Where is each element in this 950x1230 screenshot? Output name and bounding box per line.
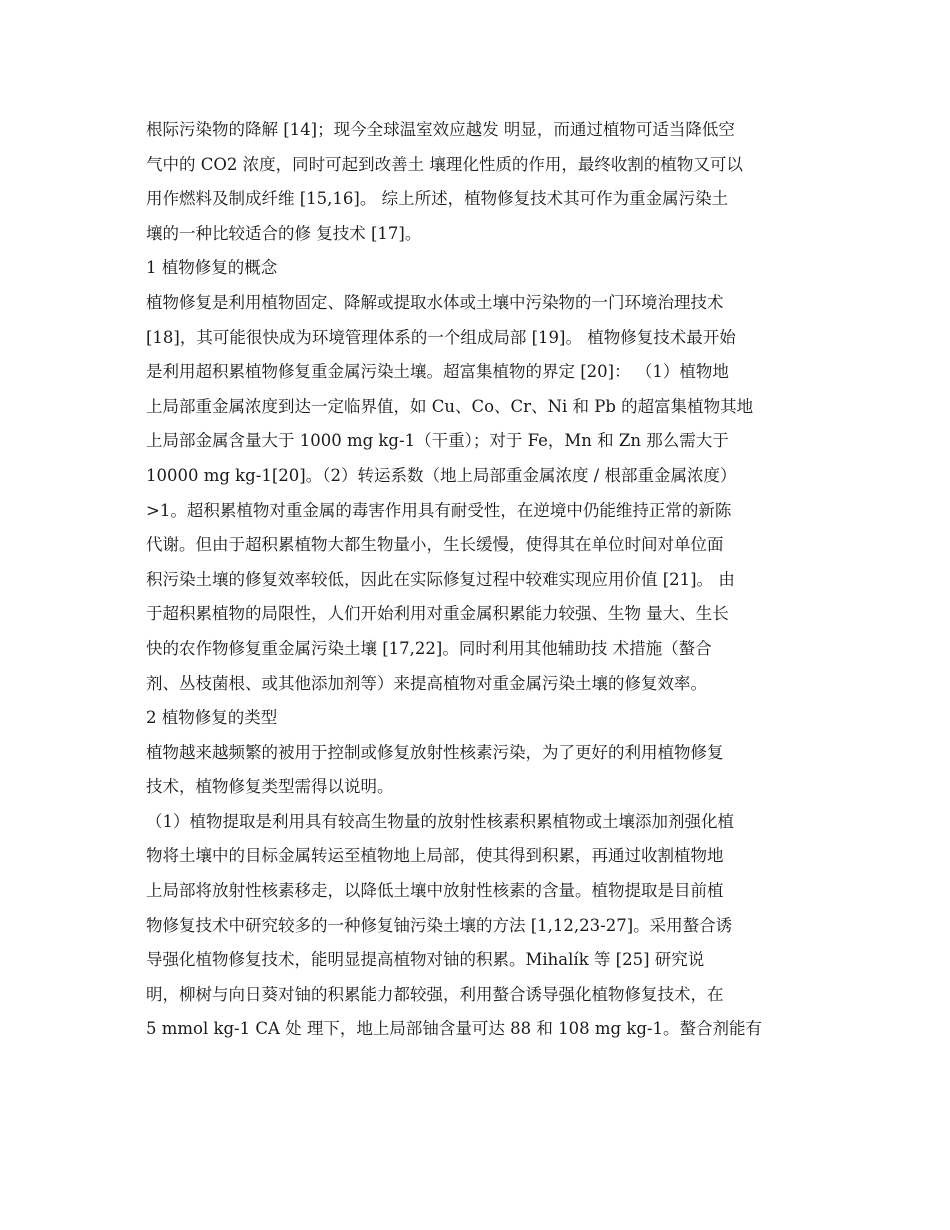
text-line: [18]，其可能很快成为环境管理体系的一个组成局部 [19]。 植物修复技术最开始 xyxy=(146,327,736,347)
text-line: 上局部金属含量大于 1000 mg kg-1（干重）；对于 Fe，Mn 和 Zn 那么需大于 xyxy=(146,431,729,451)
text-line: 植物越来越频繁的被用于控制或修复放射性核素污染，为了更好的利用植物修复 xyxy=(146,742,724,762)
text-line: 植物修复是利用植物固定、降解或提取水体或土壤中污染物的一门环境治理技术 xyxy=(146,292,724,312)
section-heading: 2 植物修复的类型 xyxy=(146,708,278,728)
text-line: 导强化植物修复技术，能明显提高植物对铀的积累。Mihalík 等 [25] 研究说 xyxy=(146,950,705,970)
text-line: 于超积累植物的局限性，人们开始利用对重金属积累能力较强、生物 量大、生长 xyxy=(146,604,729,624)
text-line: 上局部将放射性核素移走，以降低土壤中放射性核素的含量。植物提取是目前植 xyxy=(146,881,724,901)
text-line: 物将土壤中的目标金属转运至植物地上局部，使其得到积累，再通过收割植物地 xyxy=(146,846,724,866)
text-line: 积污染土壤的修复效率较低，因此在实际修复过程中较难实现应用价值 [21]。 由 xyxy=(146,569,735,589)
text-line: （1）植物提取是利用具有较高生物量的放射性核素积累植物或土壤添加剂强化植 xyxy=(146,811,734,831)
text-line: 用作燃料及制成纤维 [15,16]。 综上所述，植物修复技术其可作为重金属污染土 xyxy=(146,189,729,209)
text-line: 根际污染物的降解 [14]；现今全球温室效应越发 明显，而通过植物可适当降低空 xyxy=(146,120,735,139)
text-line: 上局部重金属浓度到达一定临界值，如 Cu、Co、Cr、Ni 和 Pb 的超富集植物其地 xyxy=(146,396,754,416)
text-line: 剂、丛枝菌根、或其他添加剂等）来提高植物对重金属污染土壤的修复效率。 xyxy=(146,673,707,693)
text-line: 5 mmol kg-1 CA 处 理下，地上局部铀含量可达 88 和 108 mg kg-1。螯合剂能有 xyxy=(146,1019,762,1039)
text-line: 气中的 CO2 浓度，同时可起到改善土 壤理化性质的作用，最终收割的植物又可以 xyxy=(146,154,743,174)
text-line: 技术，植物修复类型需得以说明。 xyxy=(146,777,394,797)
text-line: 是利用超积累植物修复重金属污染土壤。超富集植物的界定 [20]： （1）植物地 xyxy=(146,362,729,382)
text-line: 明，柳树与向日葵对铀的积累能力都较强，利用螯合诱导强化植物修复技术，在 xyxy=(146,984,724,1004)
text-line: 壤的一种比较适合的修 复技术 [17]。 xyxy=(146,223,422,243)
text-line: >1。超积累植物对重金属的毒害作用具有耐受性，在逆境中仍能维持正常的新陈 xyxy=(146,500,732,520)
text-line: 代谢。但由于超积累植物大都生物量小，生长缓慢，使得其在单位时间对单位面 xyxy=(146,535,724,555)
body-text xyxy=(146,113,816,1047)
text-line: 10000 mg kg-1[20]。（2）转运系数（地上局部重金属浓度 / 根部重金属浓度） xyxy=(146,465,737,485)
section-heading: 1 植物修复的概念 xyxy=(146,258,278,278)
text-line: 物修复技术中研究较多的一种修复铀污染土壤的方法 [1,12,23-27]。采用螯合诱 xyxy=(146,915,733,935)
text-line: 快的农作物修复重金属污染土壤 [17,22]。同时利用其他辅助技 术措施（螯合 xyxy=(146,638,712,658)
